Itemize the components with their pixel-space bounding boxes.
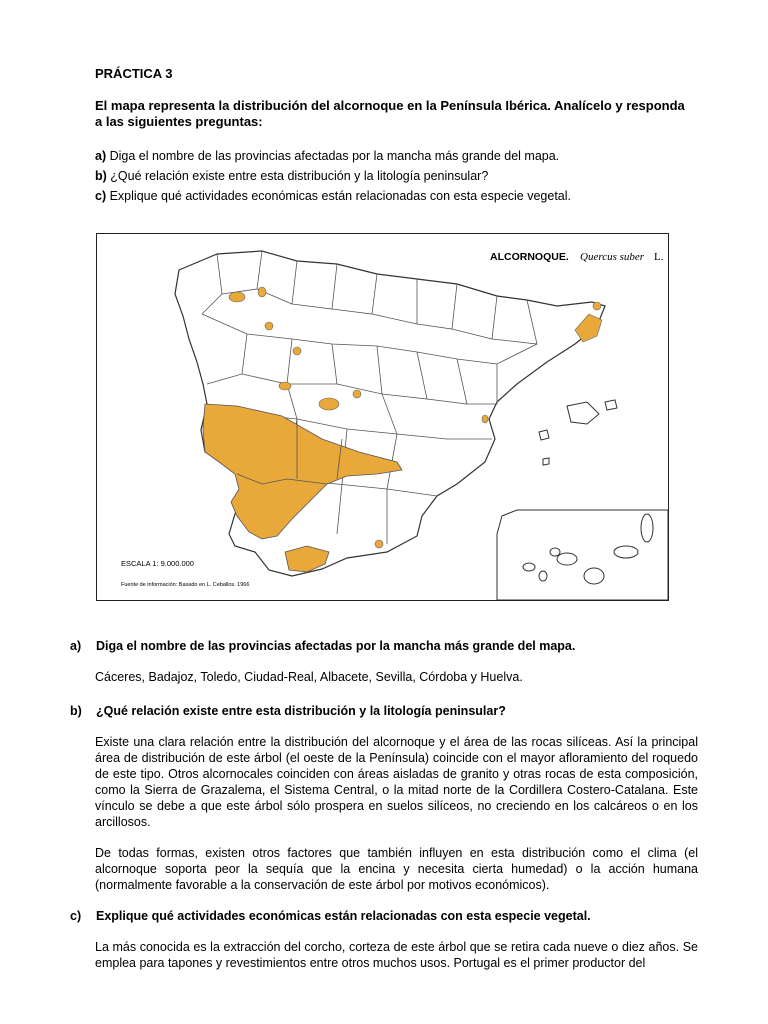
page-title: PRÁCTICA 3 [95,66,173,81]
map-title-tail: L. [654,251,664,263]
answer-b-paragraph-2: De todas formas, existen otros factores que también influyen en esta distribución como el clima (el alcornoque soporta peor la sequía que la encina y necesita cierta humedad) o la acción humana (normalmente favorable a la conservación de este árbol por motivos económicos). [95,846,698,892]
iberia-map-svg [97,234,668,600]
map-scale: ESCALA 1: 9.000.000 [121,559,194,568]
question-list [95,148,695,208]
map-title-bold: ALCORNOQUE. [490,251,569,263]
answer-c-heading: c) Explique qué actividades económicas están relacionadas con esta especie vegetal. [70,909,591,923]
map-source: Fuente de información: Basado en L. Ceballos. 1966 [121,582,250,588]
answer-a-text: Cáceres, Badajoz, Toledo, Ciudad-Real, Albacete, Sevilla, Córdoba y Huelva. [95,670,523,684]
question-a: a) Diga el nombre de las provincias afectadas por la mancha más grande del mapa. [95,149,560,163]
cork-oak-map [96,233,669,601]
answer-a-heading: a) Diga el nombre de las provincias afectadas por la mancha más grande del mapa. [70,639,576,653]
canary-inset [497,510,668,600]
balearic-islands [539,400,617,465]
intro-text: El mapa representa la distribución del alcornoque en la Península Ibérica. Analícelo y responda a las siguientes preguntas: [95,98,685,129]
question-c: c) Explique qué actividades económicas están relacionadas con esta especie vegetal. [95,189,571,203]
answer-c-text: La más conocida es la extracción del corcho, corteza de este árbol que se retira cada nueve o diez años. Se emplea para tapones y revestimientos entre otros muchos usos. Portugal es el primer productor del [95,940,698,970]
answer-b-paragraph-1: Existe una clara relación entre la distribución del alcornoque y el área de las rocas silíceas. Así la principal área de distribución de este árbol (el oeste de la Península) coincide con el mayor afloramiento del roquedo de este tipo. Otros alcornocales coinciden con áreas aisladas de granito y otras rocas de esta composición, como la Sierra de Grazalema, el Sistema Central, o la mitad norte de la Cordillera Costero-Catalana. Este vínculo se debe a que este árbol sólo prospera en suelos silíceos, no creciendo en los calcáreos o en los arcillosos. [95,735,698,829]
map-title-italic: Quercus suber [580,251,645,263]
answer-b-heading: b) ¿Qué relación existe entre esta distribución y la litología peninsular? [70,704,506,718]
answers-section [70,638,698,971]
question-b: b) ¿Qué relación existe entre esta distribución y la litología peninsular? [95,169,489,183]
